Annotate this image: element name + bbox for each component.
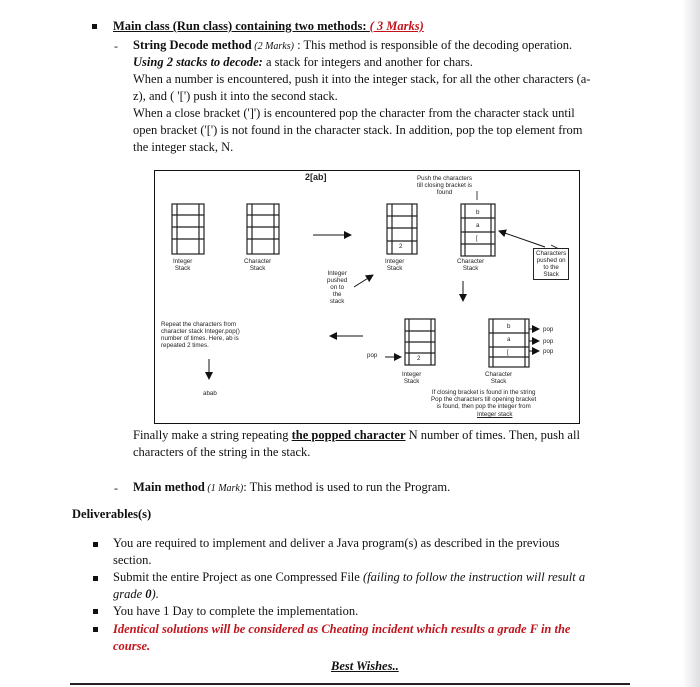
cell-a-top: a bbox=[476, 222, 480, 229]
cell-2-top: 2 bbox=[399, 243, 403, 250]
finally-line2: characters of the string in the stack. bbox=[133, 445, 311, 459]
cell-2-bottom: 2 bbox=[417, 355, 421, 362]
closing-note-last: Integer stack bbox=[477, 411, 513, 418]
cell-b-bottom: b bbox=[507, 323, 511, 330]
deliverable-4-line1: Identical solutions will be considered as Cheating incident which results a grade F in the bbox=[113, 622, 571, 636]
bullet bbox=[92, 24, 97, 29]
pop-label-int: pop bbox=[367, 352, 378, 359]
label-integer-stack-3: Integer Stack bbox=[402, 371, 422, 385]
label-integer-stack: Integer Stack bbox=[173, 258, 193, 272]
empty-integer-stack bbox=[172, 204, 204, 254]
bullet bbox=[93, 542, 98, 547]
closing-note: If closing bracket is found in the string Pop the characters till opening bracket is found, then pop the integer from bbox=[431, 389, 537, 410]
finally-line1: Finally make a string repeating the popped character N number of times. Then, push all bbox=[133, 428, 580, 442]
deliverables-heading: Deliverables(s) bbox=[72, 507, 152, 521]
string-decode-line4: z), and ( '[') push it into the second stack. bbox=[133, 89, 338, 103]
integer-pushed-note: Integer pushed on to the stack bbox=[327, 270, 348, 305]
characters-pushed-note: Characters pushed on to the Stack bbox=[533, 248, 569, 280]
arrow-int-pushed bbox=[354, 275, 373, 287]
main-method-line: Main method (1 Mark): This method is used to run the Program. bbox=[133, 480, 451, 494]
deliverable-3: You have 1 Day to complete the implementation. bbox=[113, 604, 359, 618]
bullet bbox=[93, 576, 98, 581]
main-class-heading: Main class (Run class) containing two methods: ( 3 Marks) bbox=[113, 19, 424, 33]
deliverable-1-line2: section. bbox=[113, 553, 152, 567]
diagram-input: 2[ab] bbox=[305, 172, 327, 182]
cell-a-bottom: a bbox=[507, 336, 511, 343]
string-decode-line3: When a number is encountered, push it into the integer stack, for all the other characters (a- bbox=[133, 72, 591, 86]
empty-character-stack bbox=[247, 204, 279, 254]
string-decode-title: String Decode method (2 Marks) : This method is responsible of the decoding operation. bbox=[133, 38, 573, 52]
push-chars-note: Push the characters till closing bracket is found bbox=[417, 175, 473, 196]
best-wishes: Best Wishes.. bbox=[331, 659, 399, 673]
dash-marker: - bbox=[114, 39, 118, 53]
repeat-note: Repeat the characters from character stack Integer.pop() number of times. Here, ab is repeated 2 times. bbox=[161, 321, 240, 349]
cell-bracket-top: [ bbox=[476, 235, 478, 242]
string-decode-line6: open bracket ('[') is not found in the character stack. In addition, pop the top element from bbox=[133, 123, 583, 137]
pop-label-a: pop bbox=[543, 338, 554, 345]
dash-marker: - bbox=[114, 481, 118, 495]
bullet bbox=[93, 627, 98, 632]
label-character-stack: Character Stack bbox=[244, 258, 272, 272]
pop-label-bracket: pop bbox=[543, 348, 554, 355]
label-integer-stack-2: Integer Stack bbox=[385, 258, 405, 272]
page-edge-shadow bbox=[682, 0, 700, 687]
deliverable-2-line1: Submit the entire Project as one Compressed File (failing to follow the instruction will result a bbox=[113, 570, 586, 584]
string-decode-line2: Using 2 stacks to decode: a stack for integers and another for chars. bbox=[133, 55, 473, 69]
result-abab: abab bbox=[203, 390, 217, 397]
string-decode-line7: the integer stack, N. bbox=[133, 140, 234, 154]
diagram-drawing bbox=[155, 171, 579, 423]
arrow-chars-pushed bbox=[499, 231, 545, 247]
label-character-stack-2: Character Stack bbox=[457, 258, 485, 272]
cell-bracket-bottom: [ bbox=[507, 349, 509, 356]
string-decode-line5: When a close bracket (']') is encountered pop the character from the character stack until bbox=[133, 106, 575, 120]
deliverable-2-line2: grade 0). bbox=[113, 587, 159, 601]
decode-diagram bbox=[154, 170, 580, 424]
deliverable-4-line2: course. bbox=[113, 639, 151, 653]
label-character-stack-3: Character Stack bbox=[485, 371, 513, 385]
bullet bbox=[93, 609, 98, 614]
footer-divider bbox=[70, 683, 630, 685]
pop-label-b: pop bbox=[543, 326, 554, 333]
cell-b-top: b bbox=[476, 209, 480, 216]
deliverable-1-line1: You are required to implement and deliver a Java program(s) as described in the previous bbox=[113, 536, 560, 550]
